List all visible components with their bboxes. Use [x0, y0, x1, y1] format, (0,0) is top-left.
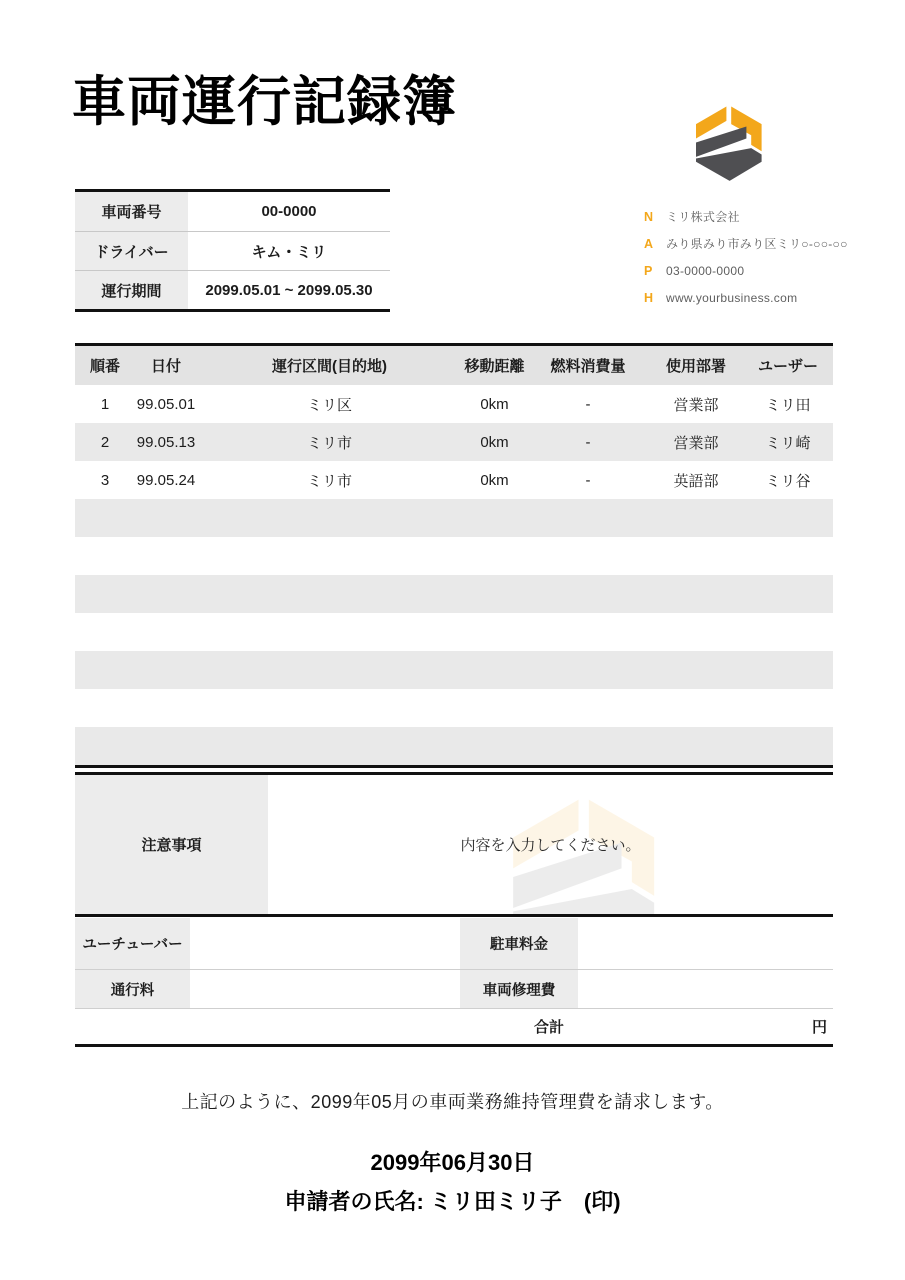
cell-route: ミリ市: [306, 434, 352, 452]
empty-table-row: [75, 689, 833, 727]
cell-seq: 3: [100, 471, 110, 489]
driver-row: [75, 231, 390, 270]
company-name: ミリ株式会社: [666, 210, 740, 224]
page-title: 車両運行記録簿: [72, 72, 457, 132]
company-phone-letter: P: [644, 263, 653, 278]
fee-label-parking: 駐車料金: [460, 918, 578, 969]
fee-total-row: [75, 1009, 833, 1044]
company-logo-icon: [688, 97, 768, 188]
fee-label-repair: 車両修理費: [460, 970, 578, 1008]
company-phone-row: [644, 257, 848, 284]
company-website-letter: H: [644, 290, 654, 305]
cell-date: 99.05.24: [136, 471, 196, 489]
fee-value-repair: [578, 970, 833, 1008]
cell-date: 99.05.01: [136, 395, 196, 413]
table-row: [75, 423, 833, 461]
operation-log-table: [75, 343, 833, 768]
footer-applicant: 申請者の氏名: ミリ田ミリ子 (印): [284, 1189, 621, 1214]
col-header-fuel: 燃料消費量: [550, 358, 626, 375]
period-value: 2099.05.01 ~ 2099.05.30: [205, 281, 373, 299]
period-row: [75, 270, 390, 309]
company-website-row: [644, 284, 848, 311]
notes-section: [75, 772, 833, 917]
fee-row: [75, 970, 833, 1009]
fee-value-parking: [578, 918, 833, 969]
col-header-user: ユーザー: [757, 358, 818, 375]
company-address-letter: A: [644, 236, 654, 251]
cell-user: ミリ田: [765, 396, 811, 414]
col-header-seq: 順番: [89, 358, 120, 375]
currency-label: 円: [811, 1019, 827, 1036]
vehicle-number-row: [75, 192, 390, 231]
fee-value-youtuber: [190, 918, 460, 969]
table-row: [75, 385, 833, 423]
footer-statement: 上記のように、2099年05月の車両業務維持管理費を請求します。: [181, 1092, 724, 1112]
notes-placeholder-text: 内容を入力してください。: [460, 837, 641, 854]
fee-value-toll: [190, 970, 460, 1008]
company-address: みり県みり市みり区ミリ○-○○-○○: [666, 237, 848, 251]
notes-label: 注意事項: [75, 775, 268, 914]
empty-table-row: [75, 651, 833, 689]
col-header-department: 使用部署: [665, 358, 726, 375]
total-label: 合計: [533, 1019, 564, 1036]
table-row: [75, 461, 833, 499]
col-header-route: 運行区間(目的地): [272, 358, 387, 375]
cell-distance: 0km: [480, 395, 509, 413]
cell-seq: 2: [100, 433, 110, 451]
cell-department: 営業部: [673, 396, 719, 414]
cell-fuel: -: [585, 471, 591, 489]
fee-label-youtuber: ユーチューバー: [75, 918, 190, 969]
company-address-row: [644, 230, 848, 257]
empty-table-row: [75, 537, 833, 575]
cell-user: ミリ崎: [765, 434, 811, 452]
vehicle-number-value: 00-0000: [261, 203, 317, 220]
cell-department: 営業部: [673, 434, 719, 452]
empty-table-row: [75, 727, 833, 765]
cell-department: 英語部: [673, 472, 719, 490]
cell-route: ミリ市: [306, 472, 352, 490]
driver-label: ドライバー: [75, 232, 188, 270]
vehicle-info-table: [75, 189, 390, 312]
empty-table-row: [75, 613, 833, 651]
cell-distance: 0km: [480, 433, 509, 451]
cell-user: ミリ谷: [765, 472, 811, 490]
col-header-distance: 移動距離: [464, 358, 525, 375]
empty-table-row: [75, 499, 833, 537]
col-header-date: 日付: [150, 358, 181, 375]
footer-date: 2099年06月30日: [370, 1150, 535, 1175]
cell-distance: 0km: [480, 471, 509, 489]
fee-label-toll: 通行料: [75, 970, 190, 1008]
empty-table-row: [75, 575, 833, 613]
driver-value: キム・ミリ: [251, 243, 327, 261]
company-name-letter: N: [644, 209, 654, 224]
vehicle-number-label: 車両番号: [75, 192, 188, 231]
notes-content: [268, 775, 833, 914]
cell-seq: 1: [100, 395, 110, 413]
cell-route: ミリ区: [306, 396, 352, 414]
company-info: [644, 203, 848, 311]
period-label: 運行期間: [75, 271, 188, 309]
fees-table: [75, 918, 833, 1047]
fee-row: [75, 918, 833, 970]
log-header-row: [75, 346, 833, 385]
cell-fuel: -: [585, 395, 591, 413]
cell-fuel: -: [585, 433, 591, 451]
company-phone: 03-0000-0000: [666, 263, 745, 278]
company-website: www.yourbusiness.com: [666, 290, 798, 305]
cell-date: 99.05.13: [136, 433, 196, 451]
company-name-row: [644, 203, 848, 230]
